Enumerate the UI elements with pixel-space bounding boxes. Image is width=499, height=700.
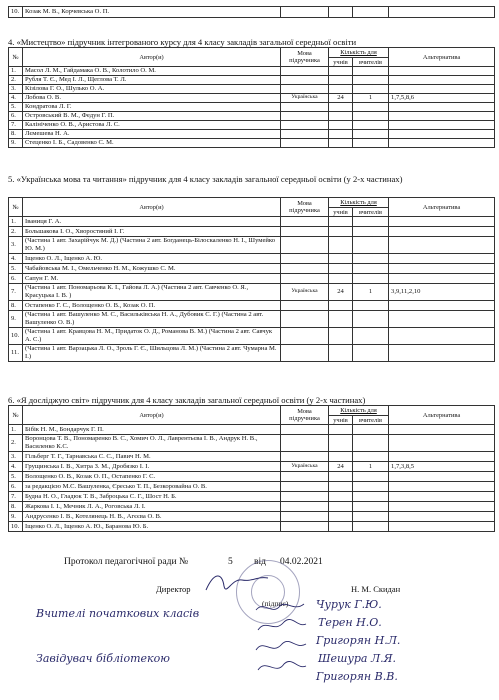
row-language — [281, 502, 329, 512]
row-alternative — [389, 492, 495, 502]
row-pupils — [329, 112, 353, 121]
row-author: за редакцією М.С. Вашуленка, Єресько Т. П., Безкоровайна О. В. — [23, 482, 281, 492]
row-language — [281, 452, 329, 462]
table-row — [9, 237, 495, 254]
row-alternative — [389, 76, 495, 85]
header-pupils: учнів — [329, 58, 353, 67]
row-author: Воронцова Т. В., Пономаренко В. С., Хомич О. Л., Лаврентьєва І. В., Андрук Н. В., Василенко К.С. — [23, 435, 281, 452]
header-pupils: учнів — [329, 416, 353, 425]
table-row — [9, 227, 495, 237]
header-teachers: вчителів — [353, 416, 389, 425]
header-count: Кількість для — [329, 406, 389, 416]
row-alternative — [389, 103, 495, 112]
table-row — [9, 254, 495, 264]
row-number: 1. — [9, 67, 23, 76]
row-number: 1. — [9, 425, 23, 435]
section-4-heading: 4. «Мистецтво» підручник інтегрованого курсу для 4 класу закладів загальної середньої освіти — [8, 37, 357, 47]
header-count: Кількість для — [329, 198, 389, 208]
row-pupils — [329, 121, 353, 130]
row-alternative: 3,9,11,2,10 — [389, 284, 495, 301]
row-pupils — [329, 227, 353, 237]
row-author: Бібік Н. М., Бондарчук Г. П. — [23, 425, 281, 435]
table-row — [9, 85, 495, 94]
row-language — [281, 345, 329, 362]
table-row — [9, 284, 495, 301]
header-number: № — [9, 48, 23, 67]
header-alternative: Альтернатива — [389, 48, 495, 67]
row-teachers — [353, 502, 389, 512]
row-teachers — [353, 301, 389, 311]
row-author: Островський В. М., Федун Г. П. — [23, 112, 281, 121]
row-number: 10. — [9, 7, 23, 18]
section-6-heading: 6. «Я досліджую світ» підручник для 4 класу закладів загальної середньої освіти (у 2-х частинах) — [8, 395, 366, 405]
row-pupils — [329, 472, 353, 482]
table-row — [9, 492, 495, 502]
row-language — [281, 435, 329, 452]
row-pupils — [329, 502, 353, 512]
row-author: Масол Л. М., Гайдамака О. В., Колотило О. М. — [23, 67, 281, 76]
row-author: Калініченко О. В., Аристова Л. С. — [23, 121, 281, 130]
table-row — [9, 274, 495, 284]
protocol-label: Протокол педагогічної ради № — [64, 557, 189, 567]
table-row — [9, 462, 495, 472]
table-row — [9, 482, 495, 492]
table-row — [9, 502, 495, 512]
row-teachers: 1 — [353, 284, 389, 301]
row-alternative — [389, 301, 495, 311]
row-alternative — [389, 311, 495, 328]
table-row — [9, 425, 495, 435]
table-row — [9, 301, 495, 311]
row-author: (Частина 1 авт. Варзацька Л. О., Зроль Г. Є., Шильцова Л. М.) (Частина 2 авт. Чумарна М. І.) — [23, 345, 281, 362]
row-author: Чабайовська М. І., Омельченко Н. М., Кожушко С. М. — [23, 264, 281, 274]
row-author: Волощенко О. В., Козак О. П., Остапенко Г. С. — [23, 472, 281, 482]
row-number: 5. — [9, 103, 23, 112]
header-teachers: вчителів — [353, 208, 389, 217]
row-alternative — [389, 85, 495, 94]
table-row — [9, 522, 495, 532]
handwritten-librarian-label: Завідувач бібліотекою — [36, 652, 170, 665]
table-row — [9, 472, 495, 482]
row-language — [281, 328, 329, 345]
table-row — [9, 452, 495, 462]
handwritten-name: Шешура Л.Я. — [318, 652, 397, 665]
row-language — [281, 311, 329, 328]
row-author: Іщенко О. Л., Іщенко А. Ю., Баранова Ю. Б. — [23, 522, 281, 532]
row-language — [281, 217, 329, 227]
row-pupils — [329, 435, 353, 452]
row-teachers — [353, 452, 389, 462]
row-language — [281, 482, 329, 492]
row-teachers — [353, 254, 389, 264]
handwritten-names — [316, 598, 486, 693]
row-number: 4. — [9, 254, 23, 264]
row-number: 2. — [9, 227, 23, 237]
row-language: Українська — [281, 94, 329, 103]
row-teachers — [353, 311, 389, 328]
table-row — [9, 139, 495, 148]
header-count: Кількість для — [329, 48, 389, 58]
row-number: 2. — [9, 435, 23, 452]
row-alternative — [389, 121, 495, 130]
row-pupils — [329, 452, 353, 462]
row-author: Сапун Г. М. — [23, 274, 281, 284]
row-author: Гільберг Т. Г., Тарнавська С. С., Павич Н. М. — [23, 452, 281, 462]
row-teachers — [353, 103, 389, 112]
row-teachers — [353, 492, 389, 502]
row-alternative — [389, 67, 495, 76]
row-teachers — [353, 85, 389, 94]
table-row — [9, 103, 495, 112]
row-author: Іваниця Г. А. — [23, 217, 281, 227]
table-row — [9, 76, 495, 85]
row-teachers — [353, 139, 389, 148]
row-author: Рубля Т. Є., Мед І. Л., Щеглова Т. Л. — [23, 76, 281, 85]
teacher-signatures — [250, 598, 310, 690]
row-author: Козак М. В., Корчевська О. П. — [23, 7, 281, 18]
row-language — [281, 512, 329, 522]
row-language — [281, 264, 329, 274]
row-language — [281, 67, 329, 76]
row-author: (Частина 1 авт. Кравцова Н. М., Придаток О. Д., Романова В. М.) (Частина 2 авт. Савчук А. С.) — [23, 328, 281, 345]
table-row — [9, 112, 495, 121]
row-alternative — [389, 502, 495, 512]
row-language — [281, 121, 329, 130]
row-pupils: 24 — [329, 284, 353, 301]
signature-label: (підпис) — [262, 599, 289, 608]
row-teachers — [353, 328, 389, 345]
row-pupils — [329, 76, 353, 85]
row-author: Остапенко Г. С., Волощенко О. В., Козак О. П. — [23, 301, 281, 311]
row-author: Кондратова Л. Г. — [23, 103, 281, 112]
section-5-heading: 5. «Українська мова та читання» підручник для 4 класу закладів загальної середньої освіти (у 2-х частинах) — [8, 174, 403, 184]
row-number: 8. — [9, 502, 23, 512]
row-alternative — [389, 139, 495, 148]
row-teachers: 1 — [353, 94, 389, 103]
row-teachers — [353, 130, 389, 139]
header-alternative: Альтернатива — [389, 198, 495, 217]
row-teachers — [353, 522, 389, 532]
row-number: 11. — [9, 345, 23, 362]
handwritten-teachers-label: Вчителі початкових класів — [36, 607, 200, 620]
row-number: 7. — [9, 121, 23, 130]
row-alternative — [389, 472, 495, 482]
row-number: 3. — [9, 85, 23, 94]
row-language — [281, 76, 329, 85]
header-teachers: вчителів — [353, 58, 389, 67]
table-row — [9, 121, 495, 130]
row-language — [281, 112, 329, 121]
row-alternative — [389, 512, 495, 522]
row-language — [281, 139, 329, 148]
row-teachers — [353, 76, 389, 85]
row-author: (Частина 1 авт. Вашуленко М. С., Васильківська Н. А., Дубовик С. Г.) (Частина 2 авт. Вашуленко О. В.) — [23, 311, 281, 328]
row-pupils: 24 — [329, 462, 353, 472]
handwritten-name: Чурук Г.Ю. — [316, 598, 382, 611]
handwritten-name: Терен Н.О. — [318, 616, 382, 629]
table-prev-continuation — [8, 6, 495, 18]
table-section-6 — [8, 405, 495, 532]
row-teachers — [353, 345, 389, 362]
row-alternative — [389, 227, 495, 237]
row-teachers — [353, 482, 389, 492]
row-number: 6. — [9, 274, 23, 284]
table-row — [9, 94, 495, 103]
row-pupils — [329, 345, 353, 362]
table-row — [9, 217, 495, 227]
row-language — [281, 85, 329, 94]
protocol-number: 5 — [228, 557, 233, 567]
row-alternative — [389, 435, 495, 452]
row-pupils — [329, 103, 353, 112]
row-language: Українська — [281, 462, 329, 472]
table-row — [9, 264, 495, 274]
row-language — [281, 103, 329, 112]
row-teachers — [353, 425, 389, 435]
row-pupils — [329, 274, 353, 284]
row-number: 10. — [9, 328, 23, 345]
row-pupils — [329, 328, 353, 345]
row-teachers — [353, 274, 389, 284]
row-pupils — [329, 254, 353, 264]
header-alternative: Альтернатива — [389, 406, 495, 425]
row-pupils — [329, 67, 353, 76]
row-number: 5. — [9, 264, 23, 274]
row-teachers — [353, 112, 389, 121]
row-alternative — [389, 237, 495, 254]
row-number: 9. — [9, 512, 23, 522]
row-teachers — [353, 472, 389, 482]
row-alternative — [389, 130, 495, 139]
row-alternative — [389, 254, 495, 264]
row-pupils — [329, 237, 353, 254]
table-row — [9, 7, 495, 18]
table-row — [9, 512, 495, 522]
row-number: 2. — [9, 76, 23, 85]
row-alternative — [389, 522, 495, 532]
header-language: Мова підручника — [281, 406, 329, 425]
row-number: 4. — [9, 462, 23, 472]
row-author: Кізілова Г. О., Шулько О. А. — [23, 85, 281, 94]
header-number: № — [9, 406, 23, 425]
row-language: Українська — [281, 284, 329, 301]
row-language — [281, 425, 329, 435]
row-number: 5. — [9, 472, 23, 482]
table-section-4 — [8, 47, 495, 148]
row-pupils — [329, 482, 353, 492]
row-alternative — [389, 112, 495, 121]
row-language — [281, 237, 329, 254]
table-row — [9, 67, 495, 76]
row-pupils — [329, 522, 353, 532]
header-language: Мова підручника — [281, 48, 329, 67]
row-number: 6. — [9, 112, 23, 121]
row-author: Стеценко І. Б., Садовенко С. М. — [23, 139, 281, 148]
row-pupils — [329, 512, 353, 522]
row-alternative — [389, 482, 495, 492]
row-language — [281, 254, 329, 264]
row-teachers — [353, 237, 389, 254]
row-pupils — [329, 301, 353, 311]
director-label: Директор — [156, 584, 191, 594]
row-number: 1. — [9, 217, 23, 227]
row-pupils — [329, 139, 353, 148]
header-author: Автор(и) — [23, 198, 281, 217]
row-teachers — [353, 121, 389, 130]
row-alternative — [389, 452, 495, 462]
row-number: 8. — [9, 301, 23, 311]
row-author: Андрусенко І. В., Котелянець Н. В., Агєєва О. В. — [23, 512, 281, 522]
row-language — [281, 522, 329, 532]
row-teachers — [353, 227, 389, 237]
handwritten-name: Григорян Н.Л. — [316, 634, 401, 647]
row-number: 9. — [9, 139, 23, 148]
row-number: 3. — [9, 237, 23, 254]
row-pupils — [329, 311, 353, 328]
row-teachers — [353, 217, 389, 227]
row-number: 7. — [9, 492, 23, 502]
row-number: 6. — [9, 482, 23, 492]
row-number: 10. — [9, 522, 23, 532]
row-author: (Частина 1 авт. Захарійчук М. Д.) (Частина 2 авт. Богданець-Білоскаленко Н. І., Шумейко Ю. М.) — [23, 237, 281, 254]
row-pupils — [329, 425, 353, 435]
row-pupils — [329, 492, 353, 502]
protocol-date: 04.02.2021 — [280, 557, 323, 567]
table-section-5 — [8, 197, 495, 362]
row-author: Лємешева Н. А. — [23, 130, 281, 139]
row-teachers — [353, 512, 389, 522]
header-pupils: учнів — [329, 208, 353, 217]
row-language — [281, 274, 329, 284]
header-language: Мова підручника — [281, 198, 329, 217]
row-author: Жаркова І. І., Мечник Л. А., Роговська Л. І. — [23, 502, 281, 512]
row-language — [281, 472, 329, 482]
row-alternative — [389, 425, 495, 435]
director-name: Н. М. Скидан — [351, 584, 401, 594]
table-row — [9, 435, 495, 452]
row-teachers — [353, 67, 389, 76]
protocol-from: від — [254, 557, 266, 567]
row-pupils — [329, 217, 353, 227]
row-number: 9. — [9, 311, 23, 328]
director-signature — [202, 568, 272, 598]
row-alternative — [389, 217, 495, 227]
table-row — [9, 311, 495, 328]
row-alternative: 1,7,3,8,5 — [389, 462, 495, 472]
header-author: Автор(и) — [23, 406, 281, 425]
row-pupils: 24 — [329, 94, 353, 103]
row-language — [281, 301, 329, 311]
row-number: 4. — [9, 94, 23, 103]
row-number: 8. — [9, 130, 23, 139]
handwritten-name: Григорян В.В. — [316, 670, 398, 683]
row-alternative — [389, 328, 495, 345]
table-row — [9, 345, 495, 362]
row-author: Лобова О. В. — [23, 94, 281, 103]
row-alternative — [389, 264, 495, 274]
row-pupils — [329, 130, 353, 139]
row-author: (Частина 1 авт. Пономарьова К. І., Гайова Л. А.) (Частина 2 авт. Савченко О. Я., Красуцька І. В. ) — [23, 284, 281, 301]
row-teachers: 1 — [353, 462, 389, 472]
row-author: Большакова І. О., Хворостяний І. Г. — [23, 227, 281, 237]
table-row — [9, 130, 495, 139]
row-number: 3. — [9, 452, 23, 462]
row-alternative: 1,7,5,8,6 — [389, 94, 495, 103]
row-author: Грущинська І. В., Хитра З. М., Дробязко І. І. — [23, 462, 281, 472]
row-author: Іщенко О. Л., Іщенко А. Ю. — [23, 254, 281, 264]
header-number: № — [9, 198, 23, 217]
row-alternative — [389, 274, 495, 284]
table-row — [9, 328, 495, 345]
row-teachers — [353, 264, 389, 274]
row-number: 7. — [9, 284, 23, 301]
row-author: Будна Н. О., Гладюк Т. В., Заброцька С. Г., Шост Н. Б. — [23, 492, 281, 502]
row-language — [281, 492, 329, 502]
row-alternative — [389, 345, 495, 362]
row-language — [281, 227, 329, 237]
header-author: Автор(и) — [23, 48, 281, 67]
row-teachers — [353, 435, 389, 452]
row-pupils — [329, 264, 353, 274]
row-pupils — [329, 85, 353, 94]
row-language — [281, 130, 329, 139]
